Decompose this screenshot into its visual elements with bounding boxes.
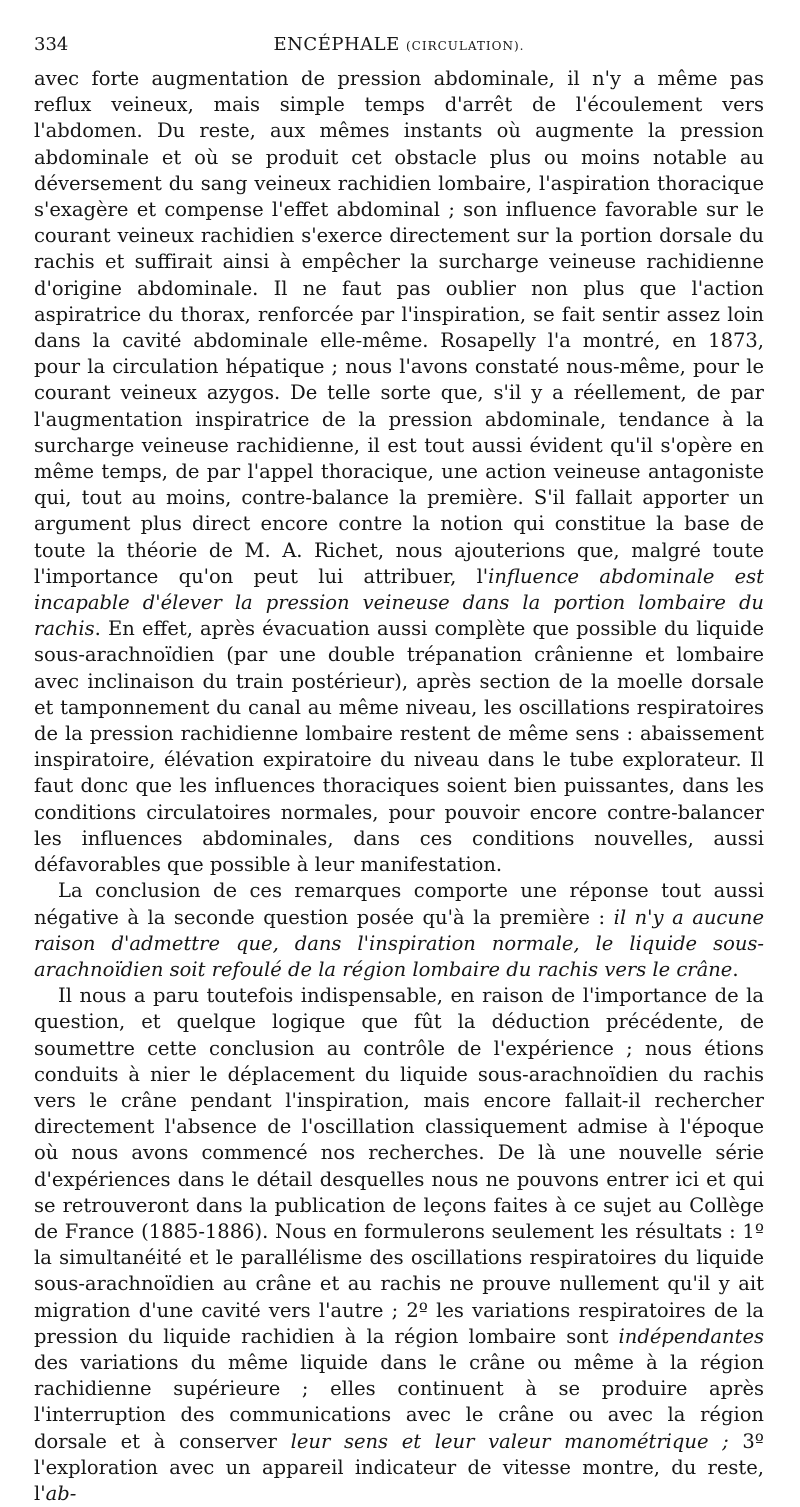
running-title-subtitle: (CIRCULATION). xyxy=(405,39,525,53)
text-segment: 3º l'exploration avec un appareil indicateur de vitesse montre, du reste, l' xyxy=(34,1429,764,1505)
running-title xyxy=(34,30,764,61)
italic-text-segment: ab- xyxy=(45,1481,77,1505)
text-segment: . En effet, après évacuation aussi complète que possible du liquide sous-arachnoïdien (par une double trépanation crânienne et lombaire avec inclinaison du train postérieur), après section de la moelle dorsale et tamponnement du canal au même niveau, les oscillations respiratoires de la pression rachidienne lombaire restent de même sens : abaissement inspiratoire, élévation expiratoire du niveau dans le tube explorateur. Il faut donc que les influences thoraciques soient bien puissantes, dans les conditions circulatoires normales, pour pouvoir encore contre-balancer les influences abdominales, dans ces conditions nouvelles, aussi défavorables que possible à leur manifestation. xyxy=(34,617,764,877)
running-title-main: ENCÉPHALE xyxy=(273,34,400,55)
text-segment: . xyxy=(732,957,739,981)
paragraph xyxy=(34,66,764,878)
page-number: 334 xyxy=(34,34,69,55)
text-segment: Il nous a paru toutefois indispensable, en raison de l'importance de la question, et quelque logique que fût la déduction précédente, de soumettre cette conclusion au contrôle de l'expérience ; nous étions conduits à nier le déplacement du liquide sous-arachnoïdien du rachis vers le crâne pendant l'inspiration, mais encore fallait-il rechercher directement l'absence de l'oscillation classiquement admise à l'époque où nous avons commencé nos recherches. De là une nouvelle série d'expériences dans le détail desquelles nous ne pouvons entrer ici et qui se retrouveront dans la publication de leçons faites à ce sujet au Collège de France (1885-1886). Nous en formulerons seulement les résultats : 1º la simultanéité et le parallélisme des oscillations respiratoires du liquide sous-arachnoïdien au crâne et au rachis ne prouve nullement qu'il y ait migration d'une cavité vers l'autre ; 2º les variations respiratoires de la pression du liquide rachidien à la région lombaire sont xyxy=(34,984,764,1348)
paragraph xyxy=(34,983,764,1507)
italic-text-segment: il n'y a aucune raison d'admettre que, dans l'inspiration normale, le liquide sous-arachnoïdien soit refoulé de la région lombaire du rachis vers le crâne xyxy=(34,905,764,981)
italic-text-segment: leur sens et leur valeur manométrique ; xyxy=(290,1429,729,1453)
paragraph xyxy=(34,878,764,983)
body-text xyxy=(34,66,764,1507)
text-segment: La conclusion de ces remarques comporte une réponse tout aussi négative à la seconde question posée qu'à la première : xyxy=(34,879,764,929)
text-segment: avec forte augmentation de pression abdominale, il n'y a même pas reflux veineux, mais simple temps d'arrêt de l'écoulement vers l'abdomen. Du reste, aux mêmes instants où augmente la pression abdominale et où se produit cet obstacle plus ou moins notable au déversement du sang veineux rachidien lombaire, l'aspiration thoracique s'exagère et compense l'effet abdominal ; son influence favorable sur le courant veineux rachidien s'exerce directement sur la portion dorsale du rachis et suffirait ainsi à empêcher la surcharge veineuse rachidienne d'origine abdominale. Il ne faut pas oublier non plus que l'action aspiratrice du thorax, renforcée par l'inspiration, se fait sentir assez loin dans la cavité abdominale elle-même. Rosapelly l'a montré, en 1873, pour la circulation hépatique ; nous l'avons constaté nous-même, pour le courant veineux azygos. De telle sorte que, s'il y a réellement, de par l'augmentation inspiratrice de la pression abdominale, tendance à la surcharge veineuse rachidienne, il est tout aussi évident qu'il s'opère en même temps, de par l'appel thoracique, une action veineuse antagoniste qui, tout au moins, contre-balance la première. S'il fallait apporter un argument plus direct encore contre la notion qui constitue la base de toute la théorie de M. A. Richet, nous ajouterions que, malgré toute l'importance qu'on peut lui attribuer, l' xyxy=(34,67,764,588)
italic-text-segment: influence abdominale est incapable d'élever la pression veineuse dans la portion lombaire du rachis xyxy=(34,564,764,641)
running-head xyxy=(34,30,764,60)
italic-text-segment: indépendantes xyxy=(618,1324,764,1348)
text-segment: des variations du même liquide dans le crâne ou même à la région rachidienne supérieure ; elles continuent à se produire après l'interruption des communications avec le crâne ou avec la région dorsale et à conserver xyxy=(34,1350,764,1453)
